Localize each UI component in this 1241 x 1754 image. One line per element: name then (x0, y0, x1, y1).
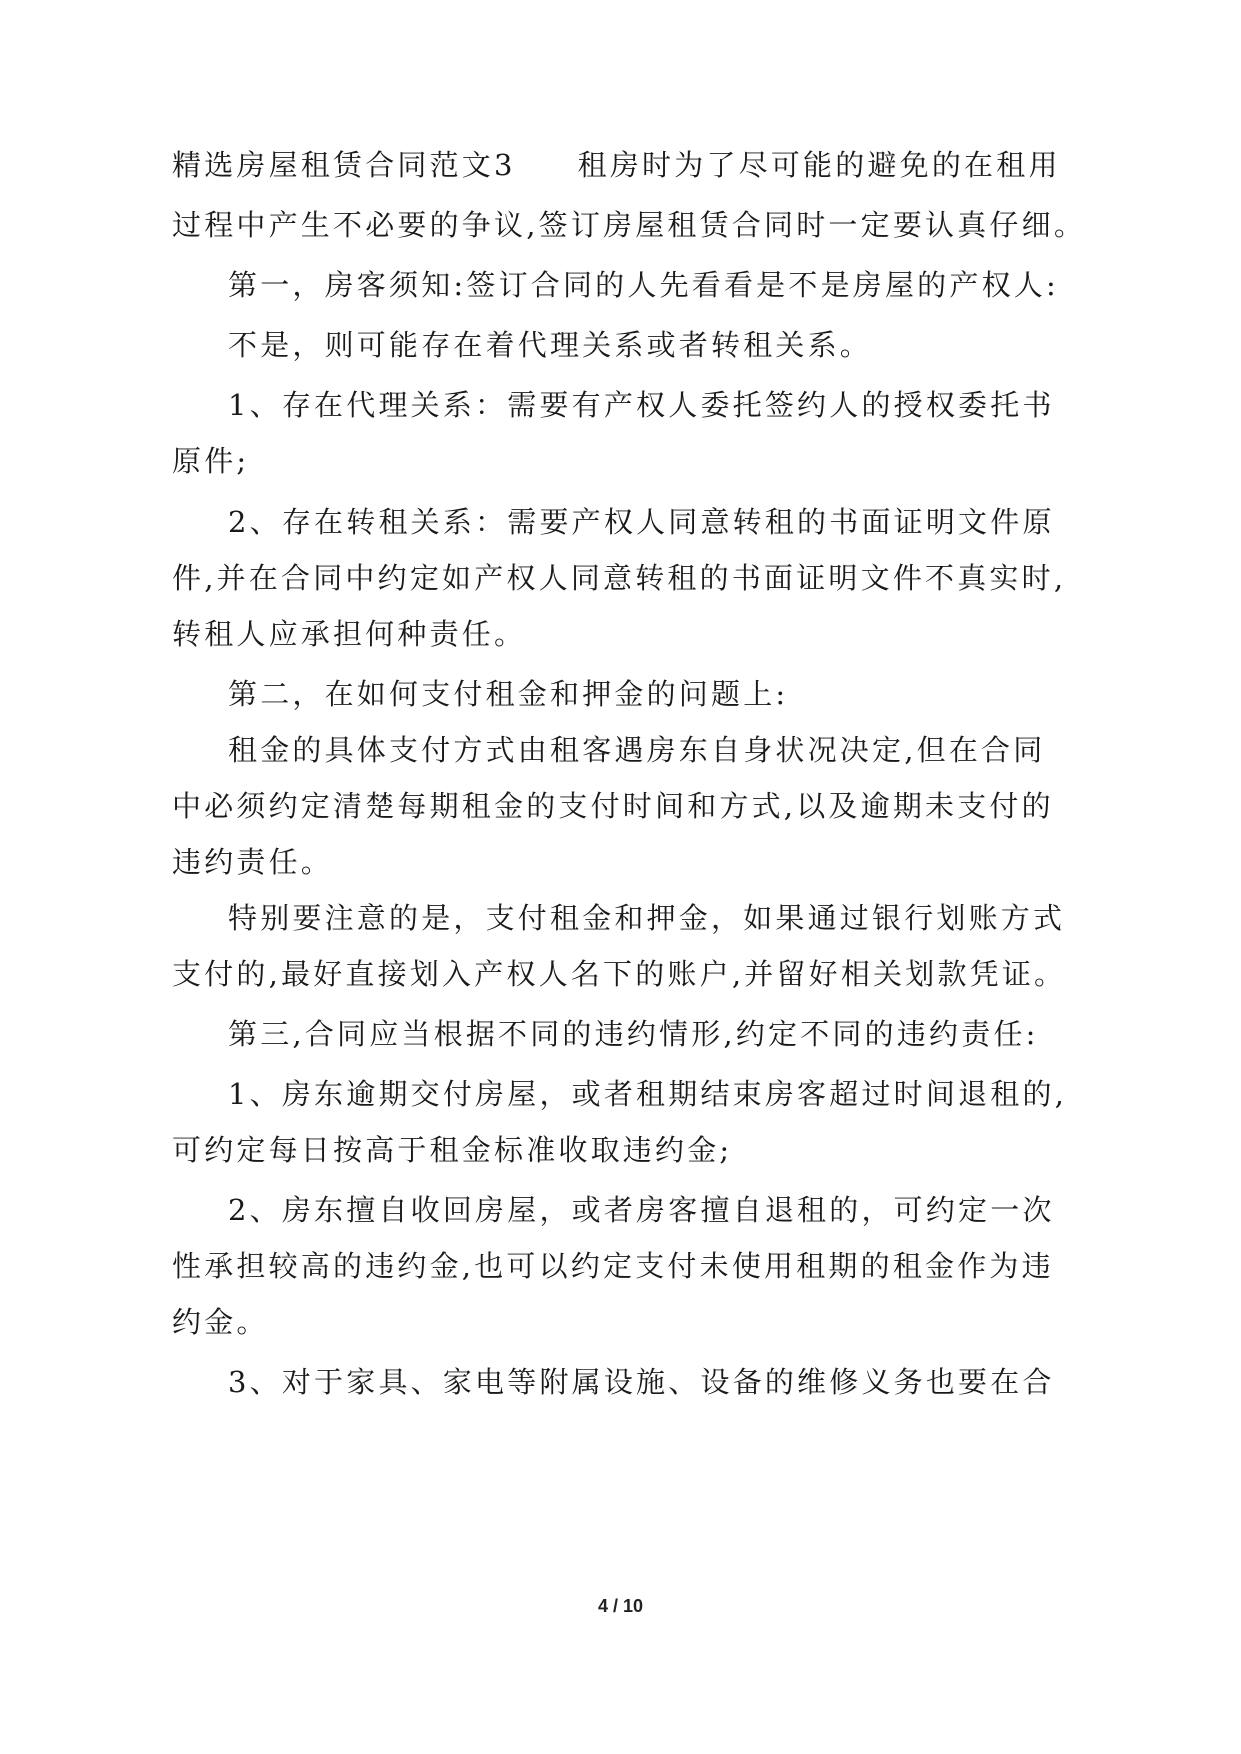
line-text: 件,并在合同中约定如产权人同意转租的书面证明文件不真实时, (172, 561, 1067, 595)
line-text: 第二，在如何支付租金和押金的问题上: (228, 677, 789, 711)
paragraph-line (0, 1180, 1241, 1240)
paragraph-line (0, 431, 1241, 491)
line-text: 违约责任。 (172, 845, 334, 879)
line-text: 1、存在代理关系：需要有产权人委托签约人的授权委托书 (228, 388, 1055, 422)
paragraph-line (0, 776, 1241, 836)
paragraph-line (0, 195, 1241, 255)
paragraph-line (0, 548, 1241, 608)
paragraph-line (0, 255, 1241, 315)
line-text: 2、存在转租关系：需要产权人同意转租的书面证明文件原 (228, 505, 1055, 539)
line-text: 3、对于家具、家电等附属设施、设备的维修义务也要在合 (228, 1365, 1055, 1399)
paragraph-line (0, 720, 1241, 780)
paragraph-line (0, 604, 1241, 664)
paragraph-line (0, 664, 1241, 724)
paragraph-line (0, 832, 1241, 892)
line-text: 原件; (172, 444, 250, 478)
paragraph-line (0, 1064, 1241, 1124)
paragraph-line (0, 1236, 1241, 1296)
paragraph-line (0, 375, 1241, 435)
line-text: 支付的,最好直接划入产权人名下的账户,并留好相关划款凭证。 (172, 957, 1067, 991)
line-text: 约金。 (172, 1305, 269, 1339)
heading-line (0, 135, 1241, 195)
document-title: 精选房屋租赁合同范文3 (172, 148, 516, 182)
line-text: 第三,合同应当根据不同的违约情形,约定不同的违约责任: (228, 1017, 1039, 1051)
paragraph-line (0, 1120, 1241, 1180)
line-text: 转租人应承担何种责任。 (172, 617, 527, 651)
paragraph-line (0, 944, 1241, 1004)
paragraph-line (0, 1292, 1241, 1352)
line-text: 过程中产生不必要的争议,签订房屋租赁合同时一定要认真仔细。 (172, 208, 1087, 242)
line-text: 租金的具体支付方式由租客遇房东自身状况决定,但在合同 (228, 733, 1046, 767)
line-text: 特别要注意的是，支付租金和押金，如果通过银行划账方式 (228, 901, 1066, 935)
paragraph-line (0, 492, 1241, 552)
line-text: 性承担较高的违约金,也可以约定支付未使用租期的租金作为违 (172, 1249, 1054, 1283)
line-text: 1、房东逾期交付房屋，或者租期结束房客超过时间退租的, (228, 1077, 1068, 1111)
intro-text: 租房时为了尽可能的避免的在租用 (577, 148, 1061, 182)
line-text: 中必须约定清楚每期租金的支付时间和方式,以及逾期未支付的 (172, 789, 1054, 823)
paragraph-line (0, 315, 1241, 375)
line-text: 可约定每日按高于租金标准收取违约金; (172, 1133, 733, 1167)
page-number: 4 / 10 (597, 1596, 644, 1616)
line-text: 不是，则可能存在着代理关系或者转租关系。 (228, 328, 873, 362)
line-text: 2、房东擅自收回房屋，或者房客擅自退租的，可约定一次 (228, 1193, 1055, 1227)
line-text: 第一，房客须知:签订合同的人先看看是不是房屋的产权人: (228, 268, 1059, 302)
paragraph-line (0, 888, 1241, 948)
paragraph-line (0, 1004, 1241, 1064)
paragraph-line (0, 1352, 1241, 1412)
